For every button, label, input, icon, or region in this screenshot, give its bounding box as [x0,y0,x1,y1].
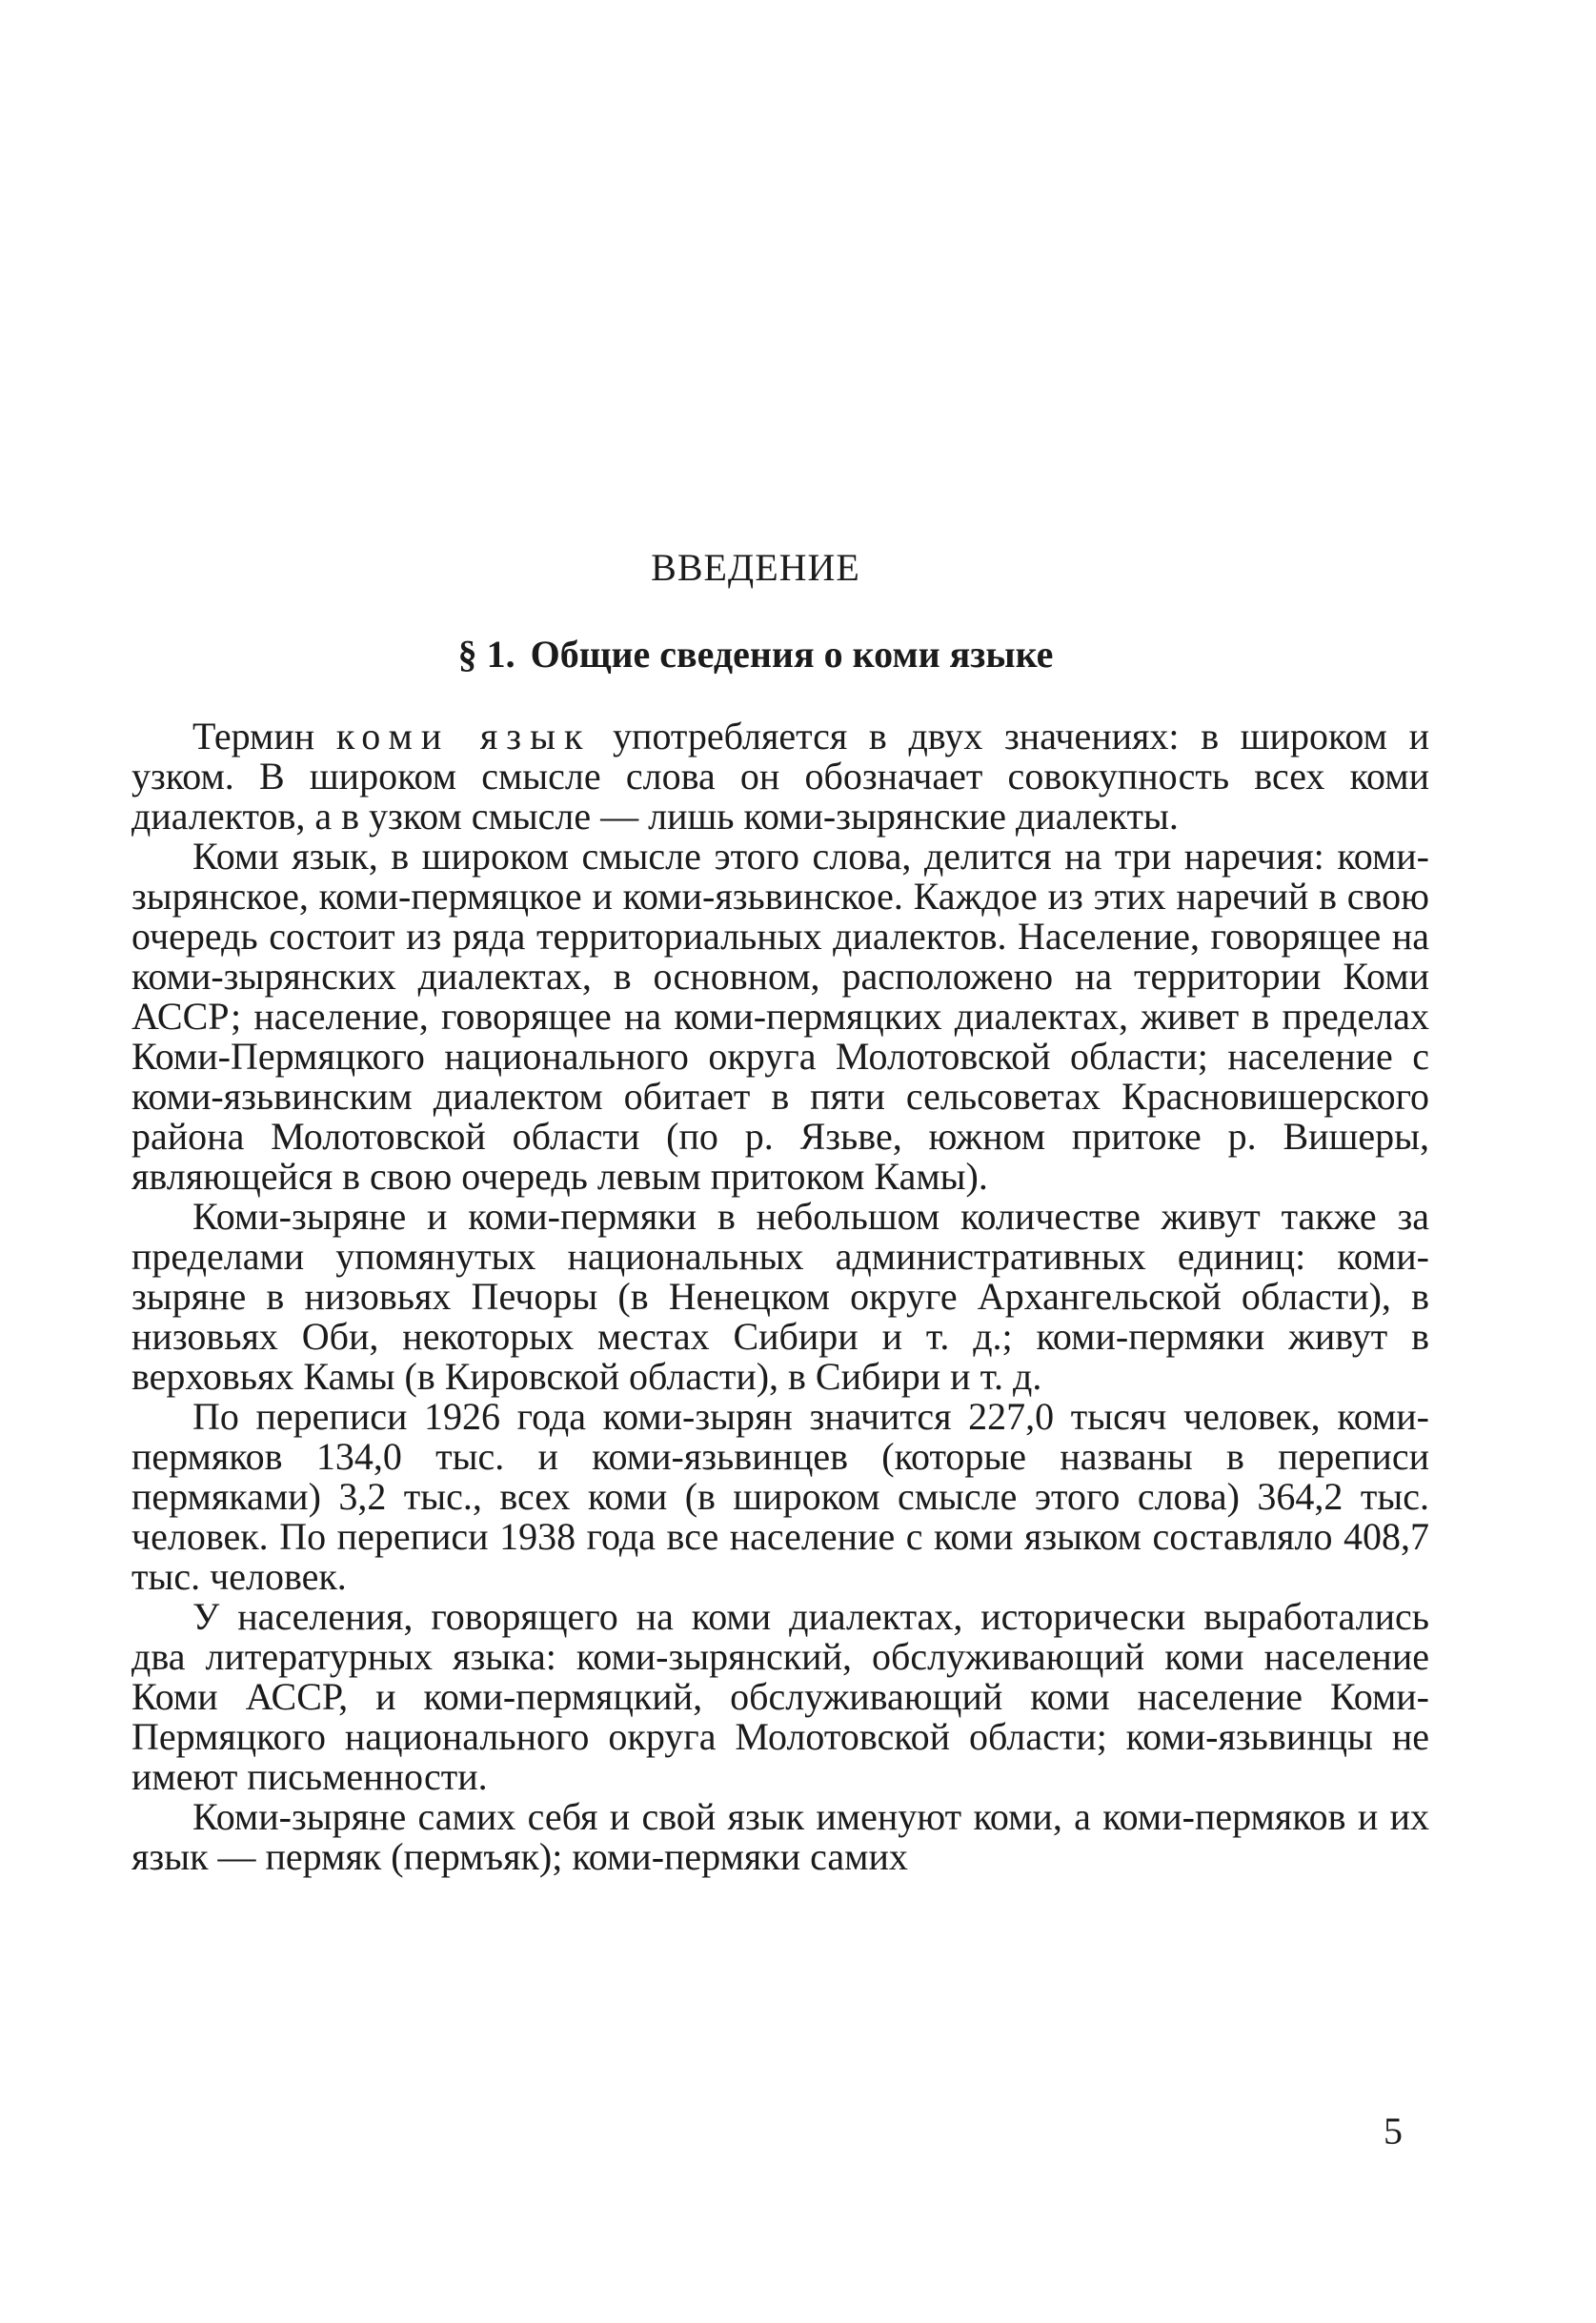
paragraph-dialects: Коми язык, в широком смысле этого слова, делится на три наречия: коми-зырянское, коми-пермяцкое и коми-язьвинское. Каждое из этих наречий в свою очередь состоит из ряда территориальных диалектов. Население, говорящее на коми-зырянских диалектах, в основном, расположено на территории Коми АССР; население, говорящее на коми-пермяцких диалектах, живет в пределах Коми-Пермяцкого национального округа Молотовской области; население с коми-язьвинским диалектом обитает в пяти сельсоветах Красновишерского района Молотовской области (по р. Язьве, южном притоке р. Вишеры, являющейся в свою очередь левым притоком Камы). [131,835,1429,1198]
page-number: 5 [1384,2110,1403,2152]
paragraph-text: употребляется в двух значениях: в широком и узком. В широком смысле слова он обозначает совокупность всех коми диалектов, а в узком смысле — лишь коми-зырянские диалекты. [131,715,1429,838]
chapter-title: ВВЕДЕНИЕ [651,546,860,589]
paragraph-literary-languages: У населения, говорящего на коми диалектах, исторически выработались два литературных языка: коми-зырянский, обслуживающий коми население Коми АССР, и коми-пермяцкий, обслуживающий коми население Коми-Пермяцкого национального округа Молотовской области; коми-язьвинцы не имеют письменности. [131,1595,1429,1798]
section-heading [131,632,1380,677]
paragraph-self-names: Коми-зыряне самих себя и свой язык именуют коми, а коми-пермяков и их язык — пермяк (пермъяк); коми-пермяки самих [131,1795,1429,1878]
paragraph-term-definition [131,717,1429,837]
emphasized-term: коми язык [335,715,592,758]
paragraph-text: Термин [192,715,336,758]
body-text [131,717,1429,1877]
section-title: Общие сведения о коми языке [530,633,1054,676]
paragraph-outside-regions: Коми-зыряне и коми-пермяки в небольшом количестве живут также за пределами упомянутых национальных административных единиц: коми-зыряне в низовьях Печоры (в Ненецком округе Архангельской области), в низовьях Оби, некоторых местах Сибири и т. д.; коми-пермяки живут в верховьях Камы (в Кировской области), в Сибири и т. д. [131,1195,1429,1398]
paragraph-census: По переписи 1926 года коми-зырян значится 227,0 тысяч человек, коми-пермяков 134,0 тыс. и коми-язьвинцев (которые названы в переписи пермяками) 3,2 тыс., всех коми (в широком смысле этого слова) 364,2 тыс. человек. По переписи 1938 года все население с коми языком составляло 408,7 тыс. человек. [131,1395,1429,1598]
section-number: § 1. [457,633,515,676]
